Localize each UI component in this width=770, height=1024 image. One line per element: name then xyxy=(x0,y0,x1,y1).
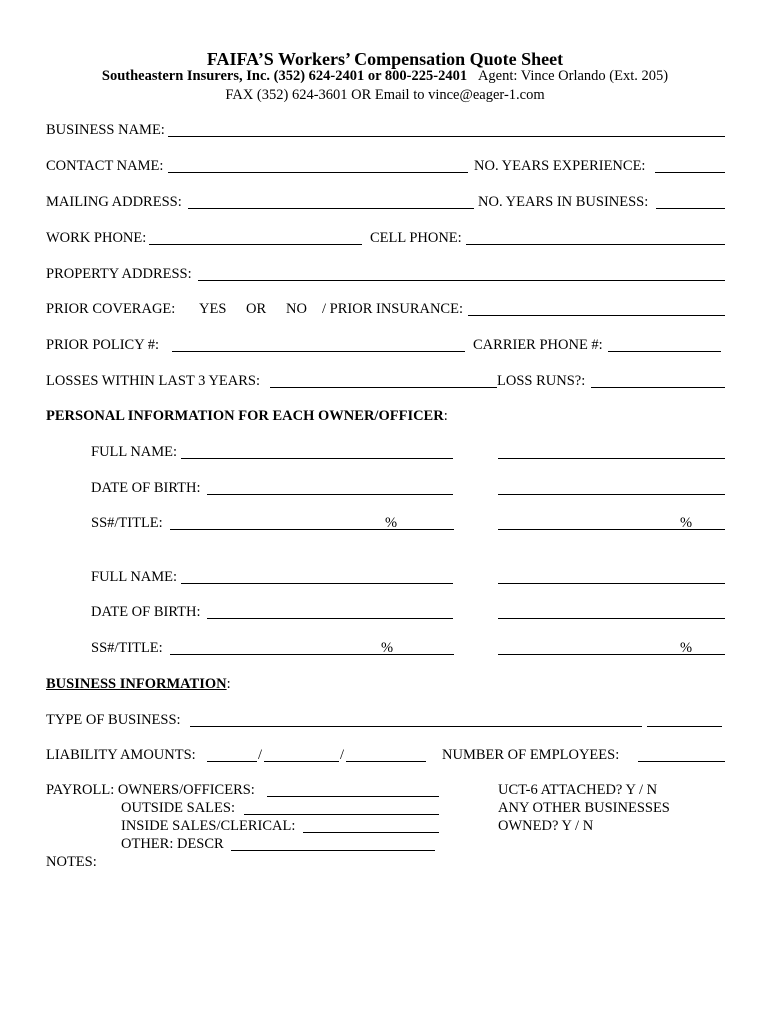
carrier-phone-label: CARRIER PHONE #: xyxy=(473,337,603,353)
outside-sales-label: OUTSIDE SALES: xyxy=(121,800,235,816)
employees-label: NUMBER OF EMPLOYEES: xyxy=(442,747,620,763)
loss-runs-field[interactable] xyxy=(591,387,725,388)
owner2-full-name-label: FULL NAME: xyxy=(91,569,178,585)
owner1-ss-title-field[interactable] xyxy=(170,529,454,530)
owner1-percent-sign: % xyxy=(385,515,398,531)
personal-info-heading xyxy=(46,408,448,425)
owner2-ss-title-field[interactable] xyxy=(170,654,454,655)
owner2-col-dob-field[interactable] xyxy=(498,494,725,495)
owner1-full-name-label: FULL NAME: xyxy=(91,444,178,460)
owner4-col-dob-field[interactable] xyxy=(498,618,725,619)
owner2-percent-sign: % xyxy=(381,640,394,656)
inside-sales-label: INSIDE SALES/CLERICAL: xyxy=(121,818,296,834)
property-address-label: PROPERTY ADDRESS: xyxy=(46,266,192,282)
notes-label: NOTES: xyxy=(46,854,97,870)
liability-amount-1-field[interactable] xyxy=(207,761,257,762)
liability-amounts-label: LIABILITY AMOUNTS: xyxy=(46,747,196,763)
personal-info-heading-colon: : xyxy=(443,408,448,424)
owner4-col-full-name-field[interactable] xyxy=(498,583,725,584)
cell-phone-field[interactable] xyxy=(466,244,725,245)
mailing-address-label: MAILING ADDRESS: xyxy=(46,194,182,210)
type-of-business-code-field[interactable] xyxy=(647,726,722,727)
type-of-business-field[interactable] xyxy=(190,726,642,727)
contact-name-label: CONTACT NAME: xyxy=(46,158,164,174)
prior-insurance-field[interactable] xyxy=(468,315,725,316)
fax-line: FAX (352) 624-3601 OR Email to vince@eager-1.com xyxy=(225,87,545,103)
cell-phone-label: CELL PHONE: xyxy=(370,230,462,246)
loss-runs-label: LOSS RUNS?: xyxy=(497,373,586,389)
payroll-owners-field[interactable] xyxy=(267,796,439,797)
business-name-field[interactable] xyxy=(168,136,725,137)
owner1-dob-field[interactable] xyxy=(207,494,453,495)
owned-label[interactable]: OWNED? Y / N xyxy=(498,818,594,834)
work-phone-field[interactable] xyxy=(149,244,362,245)
years-in-business-field[interactable] xyxy=(656,208,725,209)
employees-field[interactable] xyxy=(638,761,725,762)
owner1-dob-label: DATE OF BIRTH: xyxy=(91,480,201,496)
prior-policy-field[interactable] xyxy=(172,351,465,352)
owner2-ss-title-label: SS#/TITLE: xyxy=(91,640,163,656)
owner1-ss-title-label: SS#/TITLE: xyxy=(91,515,163,531)
mailing-address-field[interactable] xyxy=(188,208,474,209)
prior-coverage-yes[interactable]: YES xyxy=(199,301,227,317)
prior-policy-label: PRIOR POLICY #: xyxy=(46,337,160,353)
liability-amount-2-field[interactable] xyxy=(264,761,339,762)
other-businesses-label: ANY OTHER BUSINESSES xyxy=(498,800,670,816)
liability-slash-1: / xyxy=(258,747,263,763)
owner2-col-percent-sign: % xyxy=(680,515,693,531)
years-in-business-label: NO. YEARS IN BUSINESS: xyxy=(478,194,649,210)
owner2-full-name-field[interactable] xyxy=(181,583,453,584)
losses-field[interactable] xyxy=(270,387,497,388)
carrier-phone-field[interactable] xyxy=(608,351,721,352)
contact-name-field[interactable] xyxy=(168,172,468,173)
prior-insurance-label: / PRIOR INSURANCE: xyxy=(322,301,463,317)
type-of-business-label: TYPE OF BUSINESS: xyxy=(46,712,181,728)
years-experience-field[interactable] xyxy=(655,172,725,173)
business-name-label: BUSINESS NAME: xyxy=(46,122,165,138)
liability-amount-3-field[interactable] xyxy=(346,761,426,762)
business-info-heading xyxy=(46,676,231,693)
outside-sales-field[interactable] xyxy=(244,814,439,815)
business-info-heading-colon: : xyxy=(226,676,231,692)
losses-label: LOSSES WITHIN LAST 3 YEARS: xyxy=(46,373,261,389)
liability-slash-2: / xyxy=(340,747,345,763)
form-title: FAIFA’S Workers’ Compensation Quote Sheet xyxy=(206,49,564,69)
other-descr-field[interactable] xyxy=(231,850,435,851)
owner4-col-percent-sign: % xyxy=(680,640,693,656)
personal-info-heading-text: PERSONAL INFORMATION FOR EACH OWNER/OFFICER xyxy=(46,408,444,424)
prior-coverage-or: OR xyxy=(246,301,267,317)
payroll-owners-label: PAYROLL: OWNERS/OFFICERS: xyxy=(46,782,255,798)
years-experience-label: NO. YEARS EXPERIENCE: xyxy=(474,158,646,174)
owner2-dob-label: DATE OF BIRTH: xyxy=(91,604,201,620)
work-phone-label: WORK PHONE: xyxy=(46,230,147,246)
prior-coverage-no[interactable]: NO xyxy=(286,301,307,317)
other-descr-label: OTHER: DESCR xyxy=(121,836,224,852)
owner1-full-name-field[interactable] xyxy=(181,458,453,459)
property-address-field[interactable] xyxy=(198,280,725,281)
owner2-col-full-name-field[interactable] xyxy=(498,458,725,459)
prior-coverage-label: PRIOR COVERAGE: xyxy=(46,301,176,317)
agent-info: Agent: Vince Orlando (Ext. 205) xyxy=(477,68,669,84)
business-info-heading-text: BUSINESS INFORMATION xyxy=(46,676,227,692)
inside-sales-field[interactable] xyxy=(303,832,439,833)
company-line xyxy=(0,68,770,85)
company-contact: Southeastern Insurers, Inc. (352) 624-2401 or 800-225-2401 xyxy=(101,68,468,84)
uct6-label[interactable]: UCT-6 ATTACHED? Y / N xyxy=(498,782,658,798)
owner2-dob-field[interactable] xyxy=(207,618,453,619)
